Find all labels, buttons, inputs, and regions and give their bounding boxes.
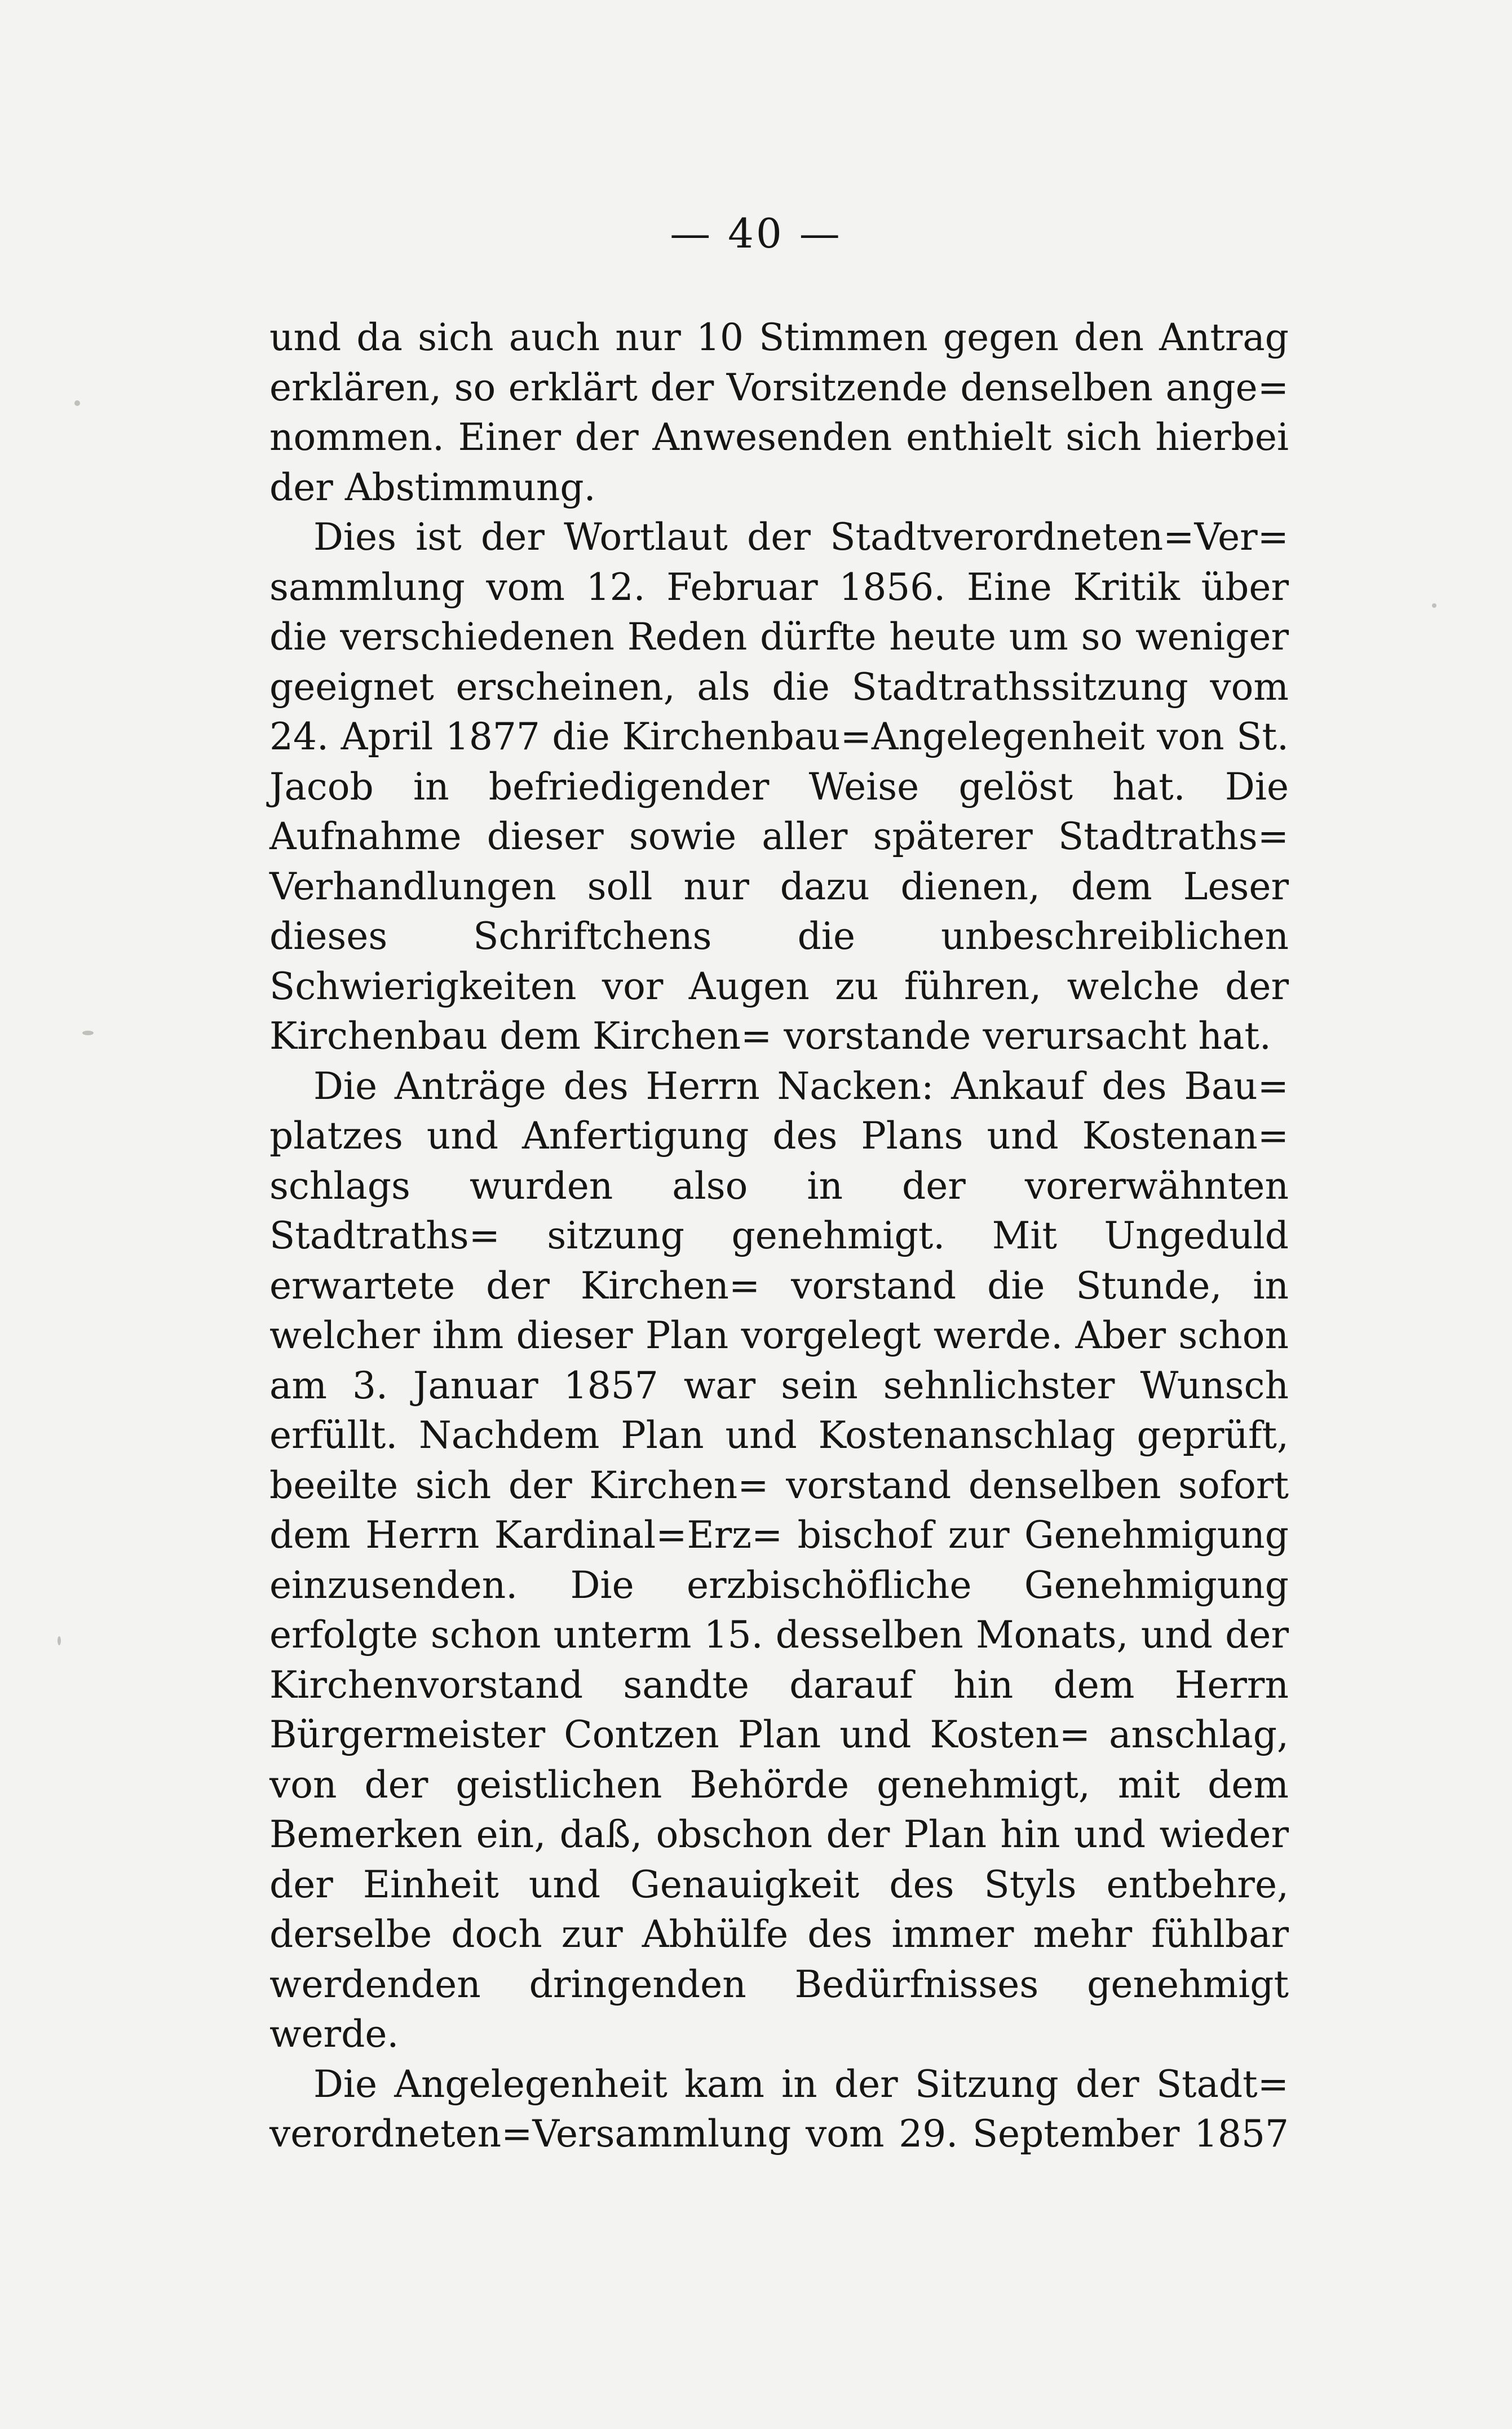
paragraph-2: Dies ist der Wortlaut der Stadtverordneten=Ver= sammlung vom 12. Februar 1856. Eine Kritik über die verschiedenen Reden dürfte heute um so weniger geeignet erscheinen, als die Stadtrathssitzung vom 24. April 1877 die Kirchenbau=Angelegenheit von St. Jacob in befriedigender Weise gelöst hat. Die Aufnahme dieser sowie aller späterer Stadtraths= Verhandlungen soll nur dazu dienen, dem Leser dieses Schriftchens die unbeschreiblichen Schwierigkeiten vor Augen zu führen, welche der Kirchenbau dem Kirchen= vorstande verursacht hat. <box>269 515 1289 1058</box>
paragraph-1: und da sich auch nur 10 Stimmen gegen den Antrag erklären, so erklärt der Vorsitzende denselben ange= nommen. Einer der Anwesenden enthielt sich hierbei der Abstimmung. <box>269 316 1289 509</box>
scan-speck <box>58 1636 61 1645</box>
body-text <box>269 313 1289 2159</box>
paragraph-4: Die Angelegenheit kam in der Sitzung der Stadt= verordneten=Versammlung vom 29. September 1857 <box>269 2062 1289 2156</box>
scan-speck <box>74 400 80 406</box>
page-number: — 40 — <box>670 210 842 257</box>
scan-speck <box>82 1031 94 1035</box>
scan-speck <box>1432 603 1436 608</box>
paragraph-3: Die Anträge des Herrn Nacken: Ankauf des Bau= platzes und Anfertigung des Plans und Kostenan= schlags wurden also in der vorerwähnten Stadtraths= sitzung genehmigt. Mit Ungeduld erwartete der Kirchen= vorstand die Stunde, in welcher ihm dieser Plan vorgelegt werde. Aber schon am 3. Januar 1857 war sein sehnlichster Wunsch erfüllt. Nachdem Plan und Kostenanschlag geprüft, beeilte sich der Kirchen= vorstand denselben sofort dem Herrn Kardinal=Erz= bischof zur Genehmigung einzusenden. Die erzbischöfliche Genehmigung erfolgte schon unterm 15. desselben Monats, und der Kirchenvorstand sandte darauf hin dem Herrn Bürgermeister Contzen Plan und Kosten= anschlag, von der geistlichen Behörde genehmigt, mit dem Bemerken ein, daß, obschon der Plan hin und wieder der Einheit und Genauigkeit des Styls entbehre, derselbe doch zur Abhülfe des immer mehr fühlbar werdenden dringenden Bedürfnisses genehmigt werde. <box>269 1064 1289 2056</box>
